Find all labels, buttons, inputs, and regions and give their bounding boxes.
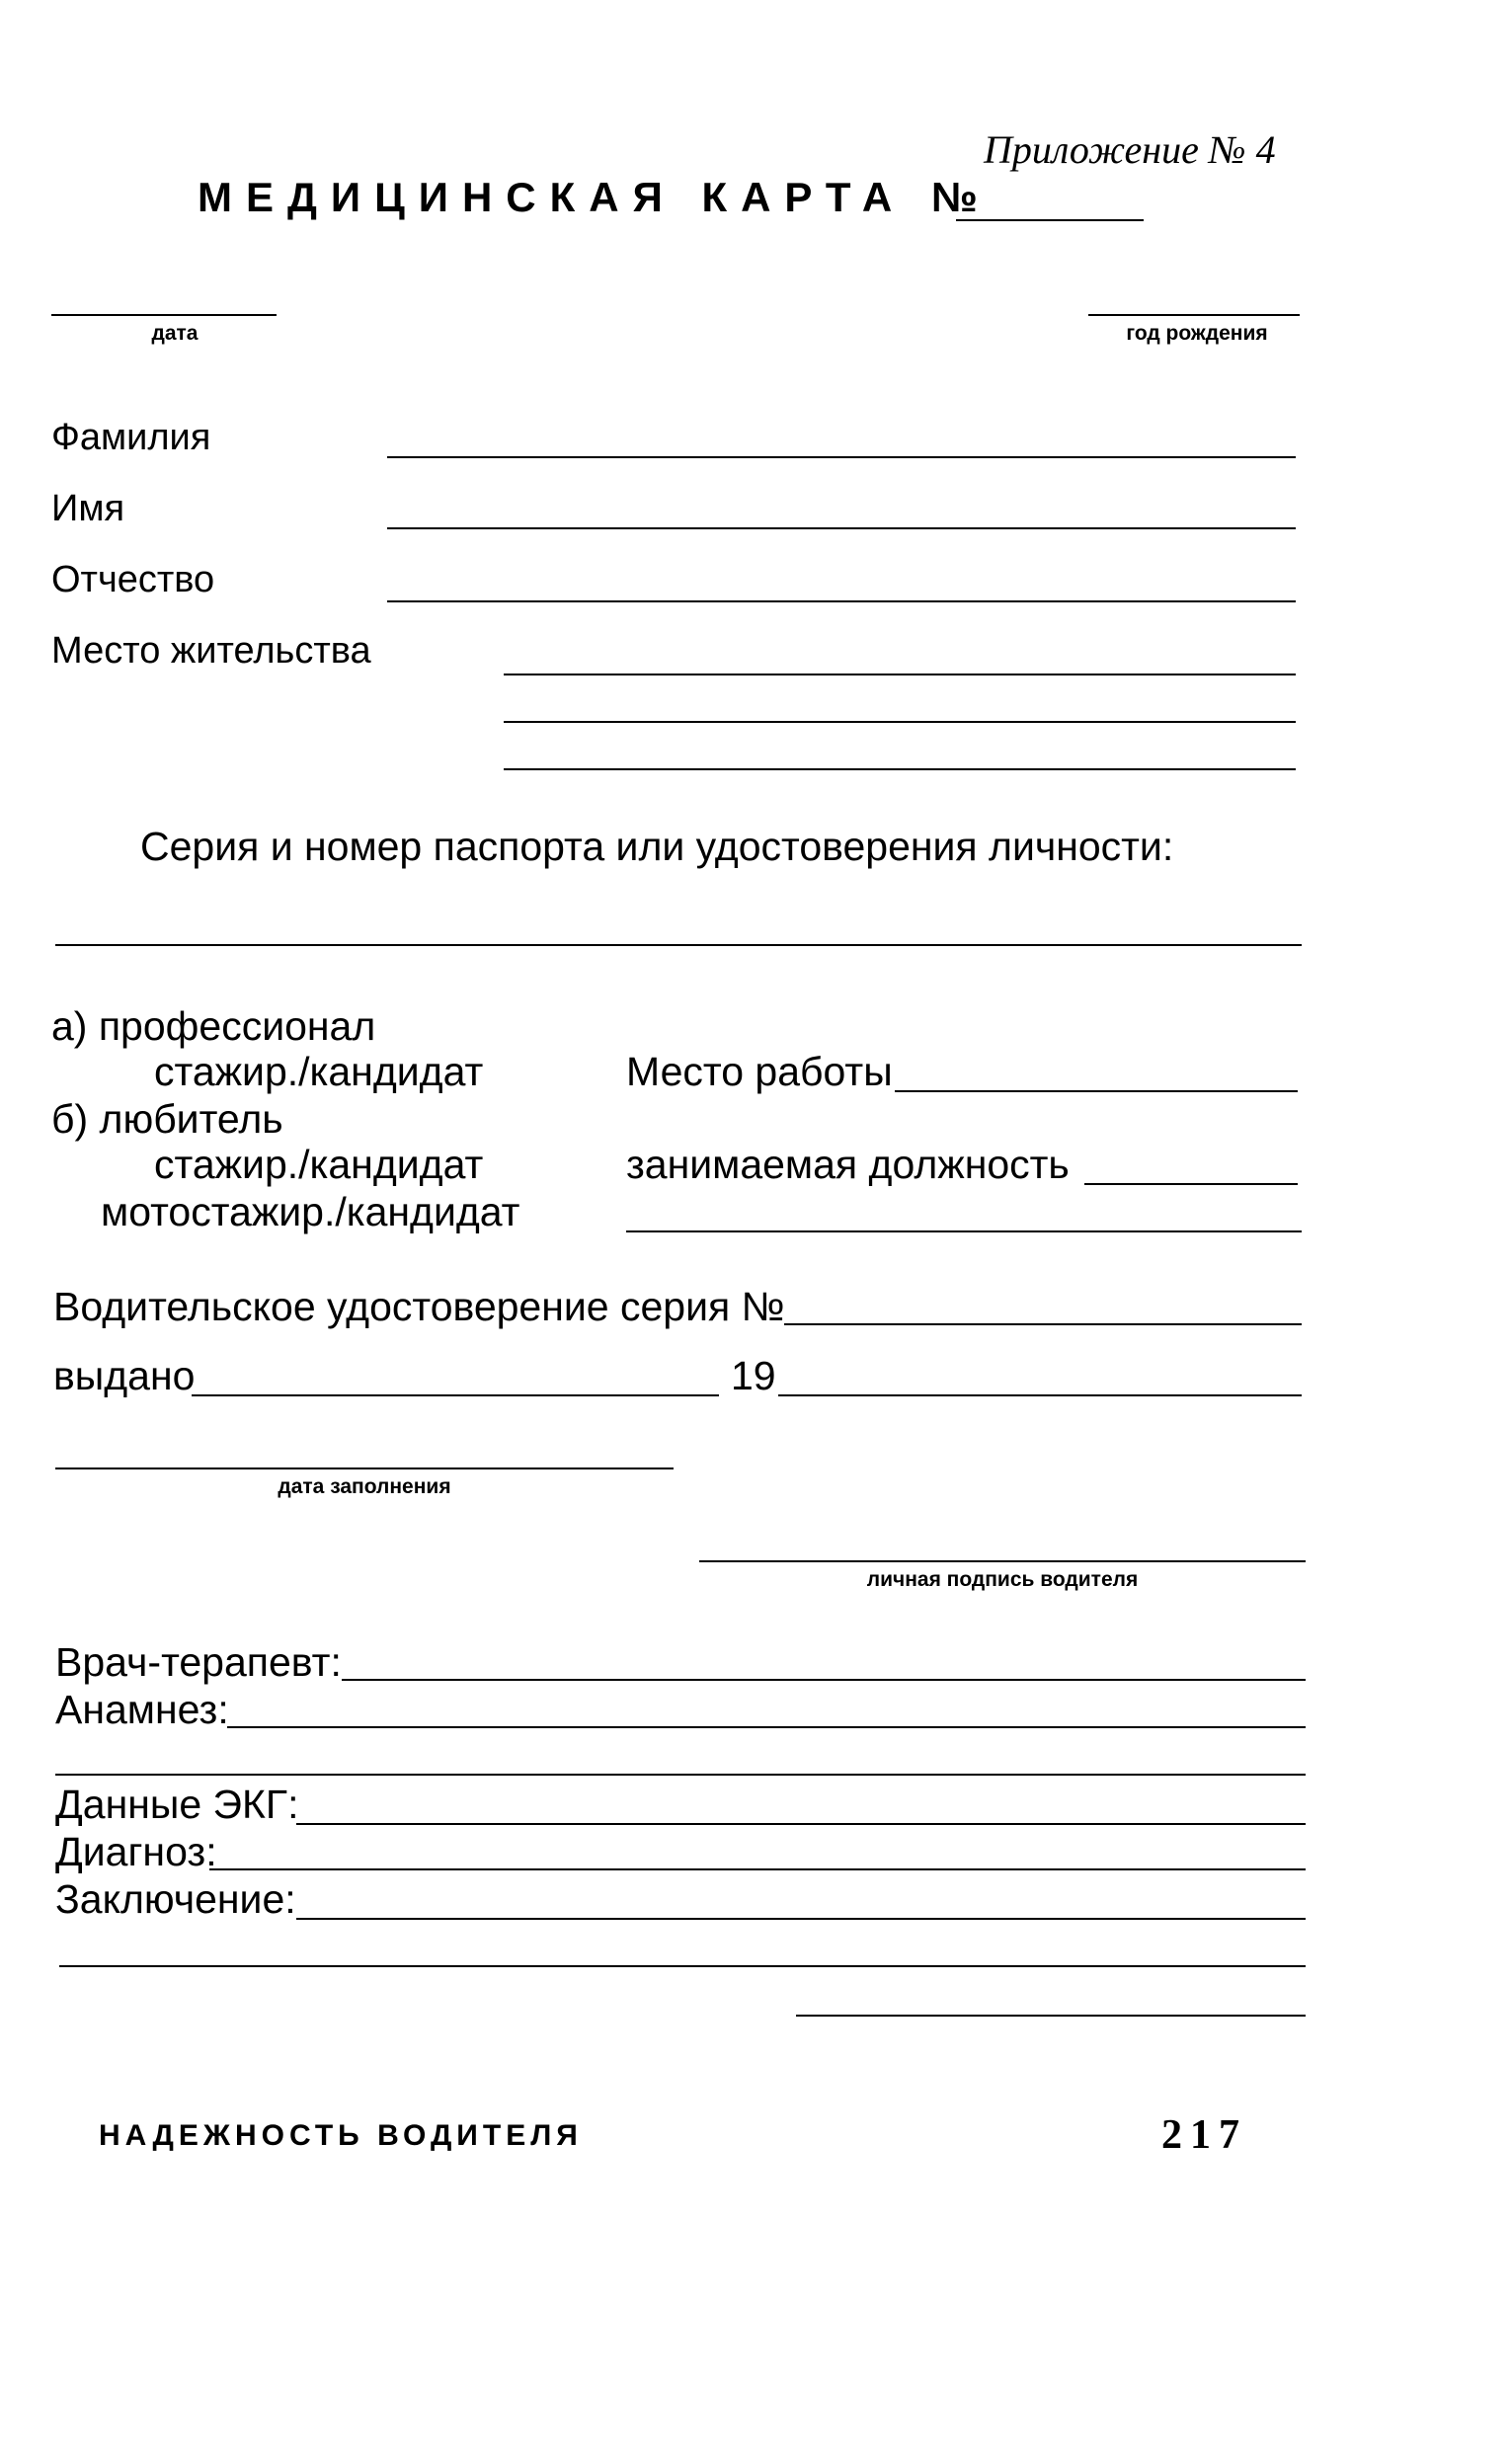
therapist-label: Врач-терапевт:	[55, 1639, 342, 1685]
ecg-field[interactable]	[296, 1823, 1306, 1825]
conclusion-field-2[interactable]	[59, 1965, 1306, 1967]
name-field[interactable]	[387, 527, 1296, 529]
patronymic-field[interactable]	[387, 600, 1296, 602]
position-label: занимаемая должность	[626, 1142, 1070, 1187]
conclusion-label: Заключение:	[55, 1876, 296, 1922]
category-professional-trainee: стажир./кандидат	[154, 1049, 484, 1094]
residence-field-2[interactable]	[504, 721, 1296, 723]
conclusion-field-3[interactable]	[796, 2015, 1306, 2017]
category-amateur-trainee: стажир./кандидат	[154, 1142, 484, 1187]
surname-label: Фамилия	[51, 417, 211, 458]
category-professional: а) профессионал	[51, 1003, 376, 1049]
anamnesis-field[interactable]	[227, 1726, 1306, 1728]
passport-field[interactable]	[55, 944, 1302, 946]
name-label: Имя	[51, 488, 125, 529]
ecg-label: Данные ЭКГ:	[55, 1782, 299, 1827]
passport-label: Серия и номер паспорта или удостоверения личности:	[140, 824, 1174, 869]
residence-field-1[interactable]	[504, 674, 1296, 675]
workplace-label: Место работы	[626, 1049, 893, 1094]
license-number-field[interactable]	[784, 1323, 1302, 1325]
position-field-2[interactable]	[626, 1230, 1302, 1232]
category-amateur: б) любитель	[51, 1096, 283, 1142]
signature-caption: личная подпись водителя	[866, 1568, 1139, 1591]
fill-date-caption: дата заполнения	[278, 1475, 451, 1498]
diagnosis-label: Диагноз:	[55, 1829, 217, 1874]
patronymic-label: Отчество	[51, 559, 215, 600]
date-field[interactable]	[51, 314, 277, 316]
issued-by-field[interactable]	[192, 1394, 719, 1396]
issued-label: выдано	[53, 1353, 196, 1398]
fill-date-field[interactable]	[55, 1467, 674, 1469]
form-title: МЕДИЦИНСКАЯ КАРТА №	[198, 174, 992, 220]
anamnesis-field-2[interactable]	[55, 1774, 1306, 1776]
birth-year-caption: год рождения	[1126, 322, 1268, 345]
conclusion-field[interactable]	[296, 1918, 1306, 1920]
book-title: НАДЕЖНОСТЬ ВОДИТЕЛЯ	[99, 2119, 583, 2152]
signature-field[interactable]	[699, 1560, 1306, 1562]
residence-label: Место жительства	[51, 630, 371, 672]
page-number: 217	[1161, 2112, 1247, 2158]
year-prefix: 19	[731, 1353, 776, 1398]
residence-field-3[interactable]	[504, 768, 1296, 770]
birth-year-field[interactable]	[1088, 314, 1300, 316]
license-label: Водительское удостоверение серия №	[53, 1284, 785, 1329]
card-number-field[interactable]	[956, 219, 1144, 221]
workplace-field[interactable]	[895, 1090, 1298, 1092]
category-moto-trainee: мотостажир./кандидат	[101, 1189, 520, 1234]
surname-field[interactable]	[387, 456, 1296, 458]
issued-year-field[interactable]	[778, 1394, 1302, 1396]
appendix-label: Приложение № 4	[984, 127, 1276, 172]
date-caption: дата	[151, 322, 199, 345]
diagnosis-field[interactable]	[209, 1868, 1306, 1870]
position-field[interactable]	[1084, 1183, 1298, 1185]
therapist-field[interactable]	[342, 1679, 1306, 1681]
anamnesis-label: Анамнез:	[55, 1687, 229, 1732]
